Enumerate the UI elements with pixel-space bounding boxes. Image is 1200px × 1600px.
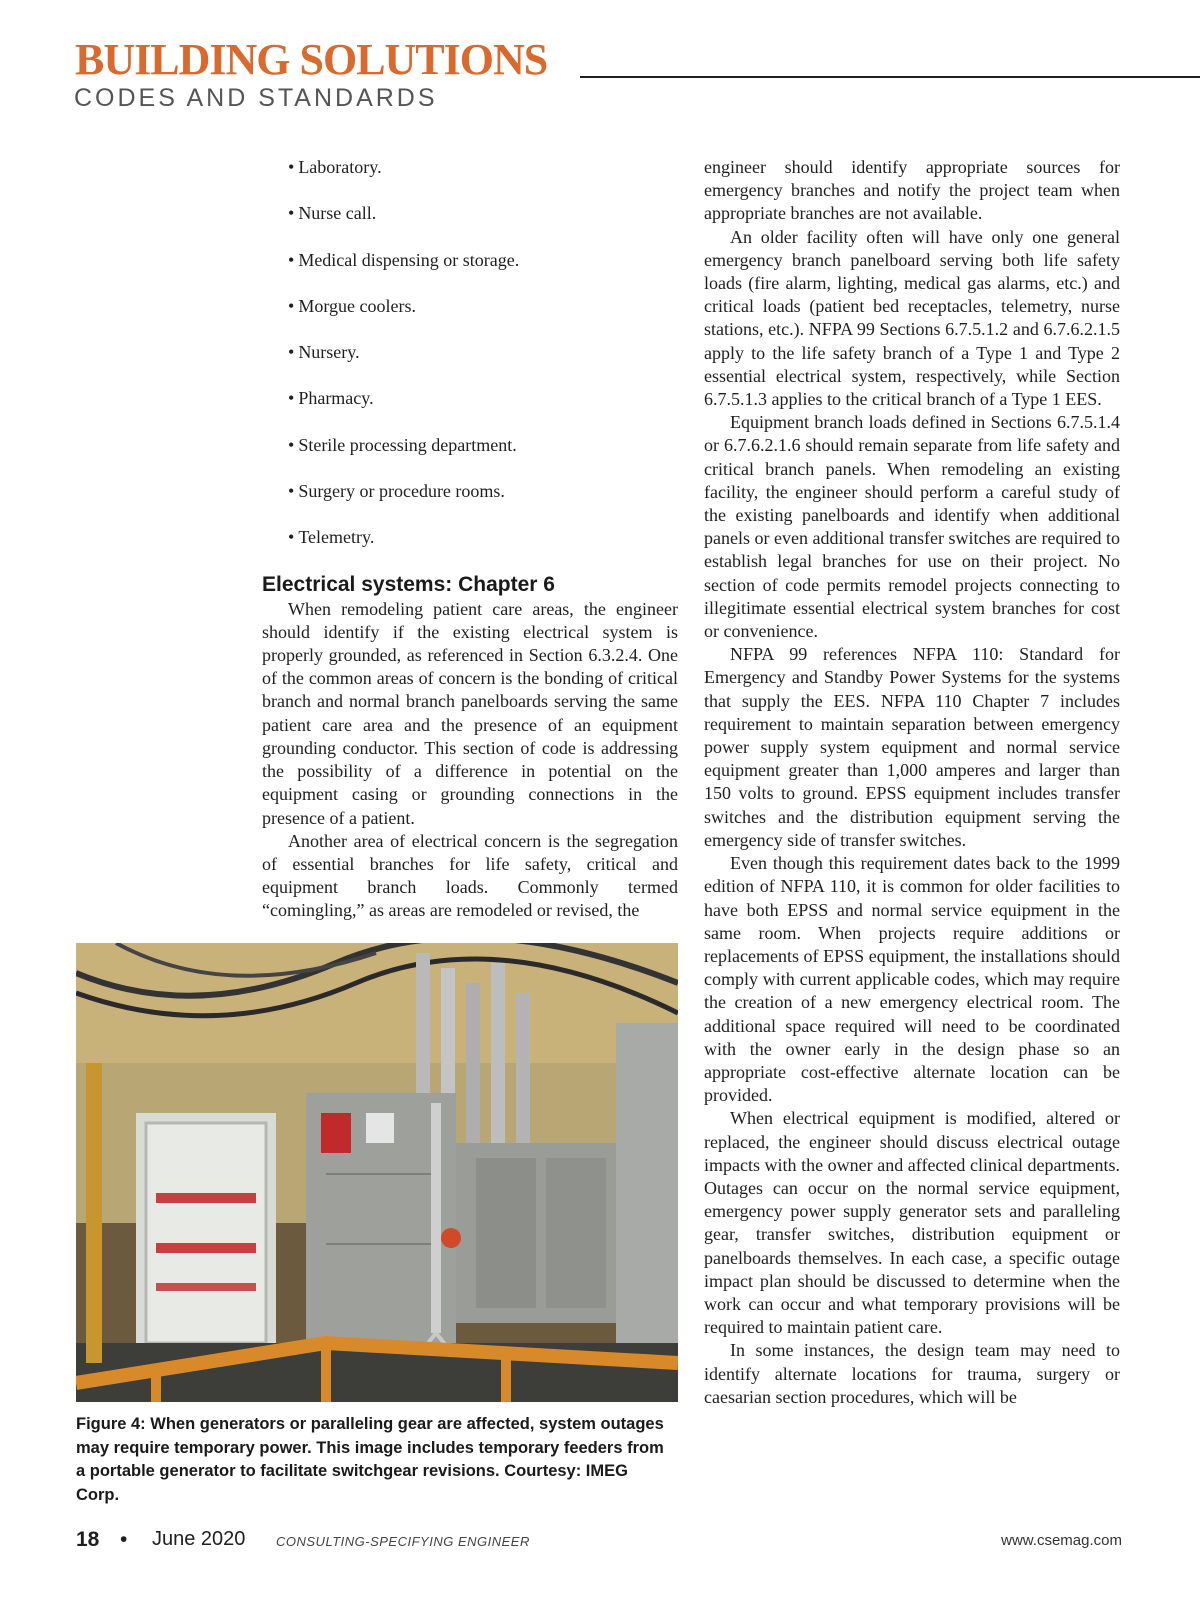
list-item: • Sterile processing department. <box>288 434 678 480</box>
magazine-name: CONSULTING-SPECIFYING ENGINEER <box>276 1534 530 1549</box>
body-paragraph: In some instances, the design team may need to identify alternate locations for trauma, surgery or caesarian section procedures, which will be <box>704 1340 1120 1407</box>
list-item: • Laboratory. <box>288 156 678 202</box>
left-column <box>262 156 678 923</box>
list-item: • Telemetry. <box>288 526 678 572</box>
list-item: • Nurse call. <box>288 202 678 248</box>
body-paragraph: engineer should identify appropriate sources for emergency branches and notify the project team when appropriate branches are not available. <box>704 157 1120 224</box>
list-item: • Morgue coolers. <box>288 295 678 341</box>
list-item: • Medical dispensing or storage. <box>288 249 678 295</box>
body-paragraph: Another area of electrical concern is the segregation of essential branches for life safety, critical and equipment branch loads. Commonly termed “comingling,” as areas are remodeled or revised, the <box>262 830 678 921</box>
list-item: • Surgery or procedure rooms. <box>288 480 678 526</box>
list-item: • Pharmacy. <box>288 387 678 433</box>
right-column <box>704 156 1120 1409</box>
footer-separator: • <box>120 1528 128 1551</box>
bullet-list <box>288 156 678 573</box>
section-heading: Electrical systems: Chapter 6 <box>262 572 555 596</box>
body-paragraph: Even though this requirement dates back to the 1999 edition of NFPA 110, it is common for older facilities to have both EPSS and normal service equipment in the same room. When projects require additions or replacements of EPSS equipment, the installations should comply with current applicable codes, which may require the creation of a new emergency electrical room. The additional space required will need to be coordinated with the owner early in the design phase so an appropriate cost-effective alternate location can be provided. <box>704 853 1120 1106</box>
body-paragraph: NFPA 99 references NFPA 110: Standard for Emergency and Standby Power Systems for the systems that supply the EES. NFPA 110 Chapter 7 includes requirement to maintain separation between emergency power supply system equipment and normal service equipment greater than 1,000 amperes and larger than 150 volts to ground. EPSS equipment includes transfer switches and the distribution equipment serving the emergency side of transfer switches. <box>704 644 1120 850</box>
body-paragraph: An older facility often will have only one general emergency branch panelboard serving both life safety loads (fire alarm, lighting, medical gas alarms, etc.) and critical loads (patient bed receptacles, telemetry, nurse stations, etc.). NFPA 99 Sections 6.7.5.1.2 and 6.7.6.2.1.5 apply to the life safety branch of a Type 1 and Type 2 essential electrical system, respectively, while Section 6.7.5.1.3 applies to the critical branch of a Type 1 EES. <box>704 226 1120 410</box>
section-title: BUILDING SOLUTIONS <box>75 35 548 84</box>
figure-photo <box>76 943 678 1402</box>
header-rule <box>580 76 1200 78</box>
issue-date: June 2020 <box>152 1528 246 1550</box>
list-item: • Nursery. <box>288 341 678 387</box>
body-paragraph: Equipment branch loads defined in Sections 6.7.5.1.4 or 6.7.6.2.1.6 should remain separate from life safety and critical branch panels. When remodeling an existing facility, the engineer should perform a careful study of the existing panelboards and identify when additional panels or even additional transfer switches are required to establish legal branches for use on their project. No section of code permits remodel projects connecting to illegitimate essential electrical system branches for cost or convenience. <box>704 412 1120 642</box>
website-link[interactable]: www.csemag.com <box>1001 1532 1122 1549</box>
section-subtitle: CODES AND STANDARDS <box>74 84 438 112</box>
page-footer <box>76 1528 1122 1558</box>
figure-caption: Figure 4: When generators or paralleling gear are affected, system outages may require temporary power. This image includes temporary feeders from a portable generator to facilitate switchgear revisions. Courtesy: IMEG Corp. <box>76 1415 664 1504</box>
body-paragraph: When electrical equipment is modified, altered or replaced, the engineer should discuss electrical outage impacts with the owner and affected clinical departments. Outages can occur on the normal service equipment, emergency power supply generator sets and paralleling gear, transfer switches, distribution equipment or panelboards themselves. In each case, a specific outage impact plan should be discussed to determine when the work can occur and what temporary provisions will be required to maintain patient care. <box>704 1108 1120 1338</box>
body-paragraph: When remodeling patient care areas, the engineer should identify if the existing electrical system is properly grounded, as referenced in Section 6.3.2.4. One of the common areas of concern is the bonding of critical branch and normal branch panelboards serving the same patient care area and the presence of an equipment grounding conductor. This section of code is addressing the possibility of a difference in potential on the equipment casing or grounding connections in the presence of a patient. <box>262 598 678 828</box>
page-number: 18 <box>76 1528 100 1551</box>
